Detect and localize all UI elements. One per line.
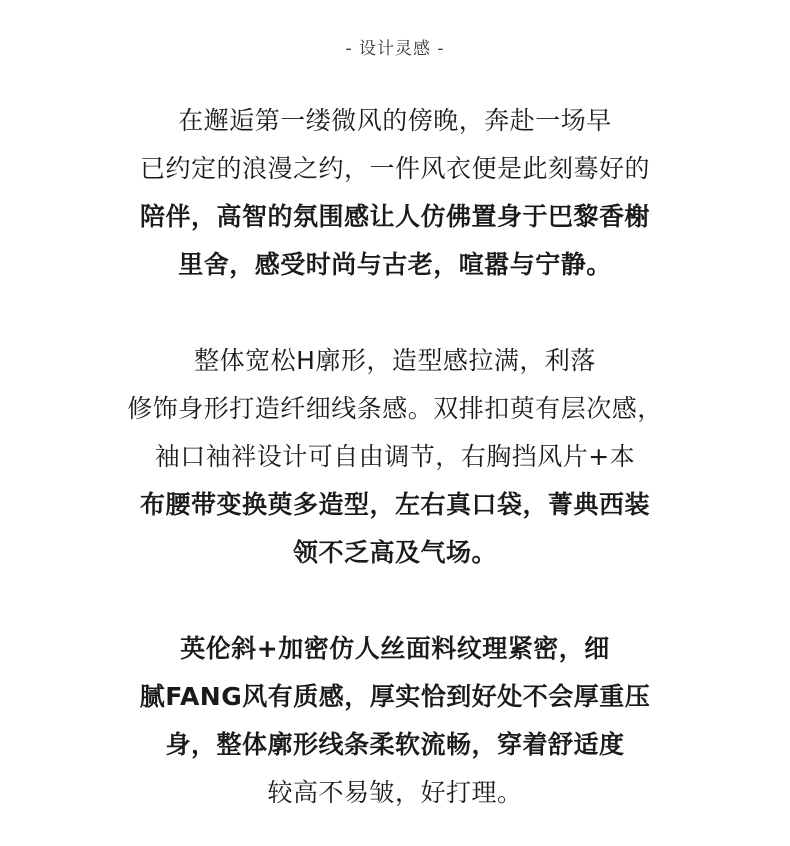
paragraph-line: 在邂逅第一缕微风的傍晚，奔赴一场早 xyxy=(178,106,612,135)
paragraph-line: 领不乏高及气场。 xyxy=(292,538,497,567)
paragraph-line: 较高不易皱，好打理。 xyxy=(267,778,523,807)
section-title: - 设计灵感 - xyxy=(345,39,445,59)
paragraph-line: 已约定的浪漫之约，一件风衣便是此刻蓦好的 xyxy=(139,154,650,183)
paragraph-line: 英伦斜+加密仿人丝面料纹理紧密，细 xyxy=(180,634,610,663)
paragraph-line: 修饰身形打造纤细线条感。双排扣萸有层次感， xyxy=(127,394,663,423)
paragraph-line: 袖口袖袢设计可自由调节，右胸挡风片+本 xyxy=(154,442,636,471)
paragraph-line: 陪伴，高智的氛围感让人仿佛置身于巴黎香榭 xyxy=(139,202,650,231)
paragraph-line: 腻FANG风有质感，厚实恰到好处不会厚重压 xyxy=(139,682,651,711)
paragraph-line: 身，整体廓形线条柔软流畅，穿着舒适度 xyxy=(165,730,625,759)
paragraph-line: 整体宽松H廓形，造型感拉满，利落 xyxy=(194,346,596,375)
paragraph-line: 布腰带变换萸多造型，左右真口袋，菁典西装 xyxy=(139,490,650,519)
paragraph-line: 里舍，感受时尚与古老，喧嚣与宁静。 xyxy=(178,250,612,279)
